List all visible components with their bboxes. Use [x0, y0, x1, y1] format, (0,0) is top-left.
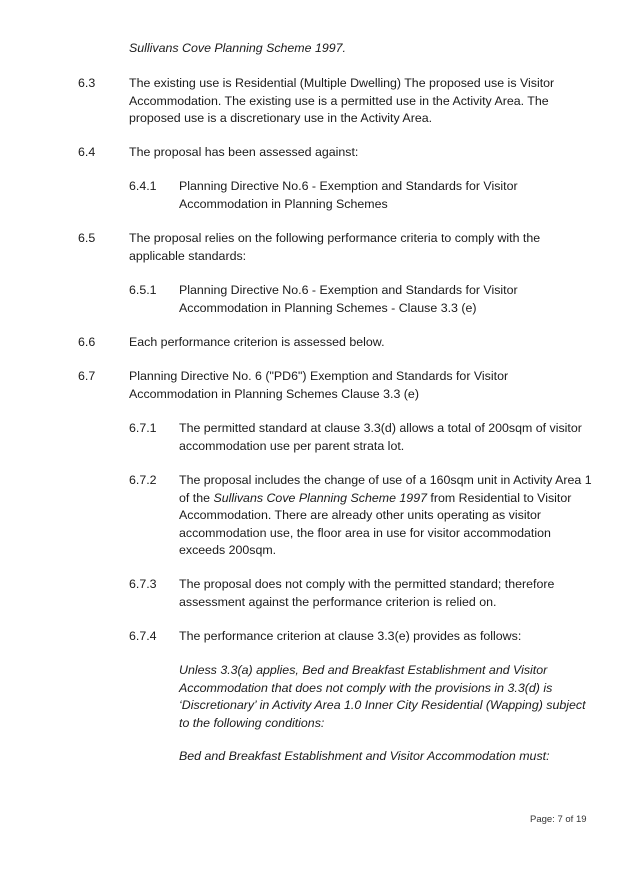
section-number-6-7-3: 6.7.3 — [129, 577, 157, 591]
section-number-6-6: 6.6 — [78, 335, 96, 349]
section-text-6-7-1: The permitted standard at clause 3.3(d) allows a total of 200sqm of visitor accommodation use per parent strata lot. — [179, 421, 582, 453]
section-text-6-6: Each performance criterion is assessed below. — [129, 335, 385, 349]
section-text-6-7-2 — [179, 472, 599, 560]
scheme-title-italic: Sullivans Cove Planning Scheme 1997 — [213, 490, 427, 505]
section-number-6-4: 6.4 — [78, 145, 96, 159]
page-number-footer: Page: 7 of 19 — [530, 814, 587, 825]
section-text-6-3: The existing use is Residential (Multiple Dwelling) The proposed use is Visitor Accommodation. The existing use is a permitted use in the Activity Area. The proposed use is a discretionary use in the Activity Area. — [129, 76, 555, 125]
section-text-6-7-2-part-b: from Residential to Visitor Accommodation. There are already other units operating as visitor accommodation use, the floor area in use for visitor accommodation exceeds 200sqm. — [179, 490, 572, 557]
section-text-6-7-3: The proposal does not comply with the permitted standard; therefore assessment against the performance criterion is relied on. — [179, 577, 555, 609]
continuation-text: Sullivans Cove Planning Scheme 1997. — [129, 41, 346, 55]
section-text-6-7-4: The performance criterion at clause 3.3(e) provides as follows: — [179, 629, 522, 643]
section-number-6-7: 6.7 — [78, 369, 96, 383]
section-text-6-4: The proposal has been assessed against: — [129, 145, 359, 159]
section-number-6-7-1: 6.7.1 — [129, 421, 157, 435]
quoted-criterion-paragraph: Unless 3.3(a) applies, Bed and Breakfast Establishment and Visitor Accommodation that does not comply with the provisions in 3.3(d) is ‘Discretionary’ in Activity Area 1.0 Inner City Residential (Wapping) subject to the following conditions: — [179, 663, 586, 730]
section-number-6-5-1: 6.5.1 — [129, 283, 157, 297]
quoted-criterion-conditions: Bed and Breakfast Establishment and Visitor Accommodation must: — [179, 749, 550, 763]
section-text-6-5-1: Planning Directive No.6 - Exemption and Standards for Visitor Accommodation in Planning Schemes - Clause 3.3 (e) — [179, 283, 518, 315]
section-number-6-3: 6.3 — [78, 76, 96, 90]
section-number-6-4-1: 6.4.1 — [129, 179, 157, 193]
section-number-6-7-2: 6.7.2 — [129, 473, 157, 487]
section-text-6-7-2-part-a: The proposal includes the change of use of a 160sqm unit in Activity Area 1 of the — [179, 473, 592, 505]
section-number-6-5: 6.5 — [78, 231, 96, 245]
section-text-6-5: The proposal relies on the following performance criteria to comply with the applicable standards: — [129, 231, 541, 263]
section-text-6-7: Planning Directive No. 6 ("PD6") Exemption and Standards for Visitor Accommodation in Planning Schemes Clause 3.3 (e) — [129, 369, 509, 401]
section-number-6-7-4: 6.7.4 — [129, 629, 157, 643]
section-text-6-4-1: Planning Directive No.6 - Exemption and Standards for Visitor Accommodation in Planning Schemes — [179, 179, 518, 211]
